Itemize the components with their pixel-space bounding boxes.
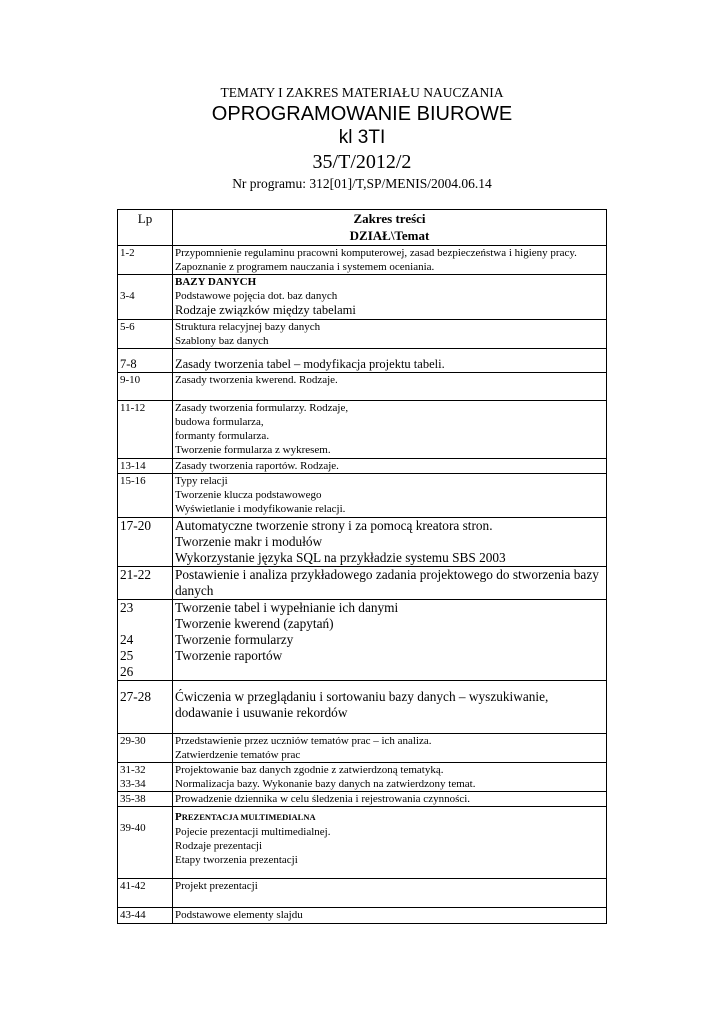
row-lp: 21-22 (118, 567, 173, 600)
table-row (118, 518, 607, 567)
row-topic: Automatyczne tworzenie strony i za pomocą kreatora stron. Tworzenie makr i modułów Wykorzystanie języka SQL na przykładzie systemu SBS 2003 (173, 518, 607, 567)
table-row (118, 807, 607, 879)
table-header-row (118, 210, 607, 246)
header-subject-line: TEMATY I ZAKRES MATERIAŁU NAUCZANIA (220, 85, 504, 100)
column-header-topic (173, 210, 607, 246)
column-title: Zakres treści (353, 211, 426, 226)
row-topic: Zasady tworzenia formularzy. Rodzaje, budowa formularza, formanty formularza. Tworzenie formularza z wykresem. (173, 401, 607, 459)
table-row (118, 320, 607, 349)
table-row (118, 349, 607, 373)
table-row (118, 879, 607, 908)
program-number: Nr programu: 312[01]/T,SP/MENIS/2004.06.14 (232, 176, 492, 191)
row-topic: Typy relacji Tworzenie klucza podstawowego Wyświetlanie i modyfikowanie relacji. (173, 474, 607, 518)
row-topic: Przypomnienie regulaminu pracowni komputerowej, zasad bezpieczeństwa i higieny pracy. Zapoznanie z programem nauczania i systemem oceniania. (173, 246, 607, 275)
topics-table (117, 209, 607, 924)
row-lp: 35-38 (118, 792, 173, 807)
row-topic: Projektowanie baz danych zgodnie z zatwierdzoną tematyką. Normalizacja bazy. Wykonanie bazy danych na zatwierdzony temat. (173, 763, 607, 792)
table-row (118, 600, 607, 681)
row-lp: 3-4 (118, 275, 173, 320)
row-topic: Zasady tworzenia kwerend. Rodzaje. (173, 373, 607, 401)
table-row (118, 373, 607, 401)
row-topic: Ćwiczenia w przeglądaniu i sortowaniu bazy danych – wyszukiwanie, dodawanie i usuwanie rekordów (173, 681, 607, 734)
table-row (118, 734, 607, 763)
table-row (118, 567, 607, 600)
table-row (118, 474, 607, 518)
section-heading: PREZENTACJA MULTIMEDIALNA (175, 811, 316, 823)
section-heading: BAZY DANYCH (175, 276, 257, 288)
row-topic: Struktura relacyjnej bazy danych Szablony baz danych (173, 320, 607, 349)
document-header (0, 84, 724, 193)
row-lp: 15-16 (118, 474, 173, 518)
row-lp: 43-44 (118, 908, 173, 924)
row-topic: PREZENTACJA MULTIMEDIALNA Pojecie prezentacji multimedialnej. Rodzaje prezentacji Etapy tworzenia prezentacji (173, 807, 607, 879)
row-topic: Tworzenie tabel i wypełnianie ich danymi Tworzenie kwerend (zapytań) Tworzenie formularzy Tworzenie raportów (173, 600, 607, 681)
row-topic: Przedstawienie przez uczniów tematów prac – ich analiza. Zatwierdzenie tematów prac (173, 734, 607, 763)
course-title: OPROGRAMOWANIE BIUROWE (211, 103, 513, 125)
row-lp: 7-8 (118, 349, 173, 373)
row-lp: 41-42 (118, 879, 173, 908)
table-row (118, 459, 607, 474)
row-lp: 17-20 (118, 518, 173, 567)
table-row (118, 275, 607, 320)
row-lp: 29-30 (118, 734, 173, 763)
row-topic: Postawienie i analiza przykładowego zadania projektowego do stworzenia bazy danych (173, 567, 607, 600)
row-lp: 1-2 (118, 246, 173, 275)
table-row (118, 246, 607, 275)
row-topic: Projekt prezentacji (173, 879, 607, 908)
table-row (118, 401, 607, 459)
plan-code: 35/T/2012/2 (312, 151, 412, 173)
row-topic: Zasady tworzenia tabel – modyfikacja projektu tabeli. (173, 349, 607, 373)
class-label: kl 3TI (338, 127, 386, 148)
row-lp: 9-10 (118, 373, 173, 401)
row-lp: 27-28 (118, 681, 173, 734)
row-topic: Prowadzenie dziennika w celu śledzenia i rejestrowania czynności. (173, 792, 607, 807)
row-lp: 13-14 (118, 459, 173, 474)
column-header-lp: Lp (118, 210, 173, 246)
table-row (118, 908, 607, 924)
row-lp: 23 24 25 26 (118, 600, 173, 681)
row-lp: 31-32 33-34 (118, 763, 173, 792)
column-subtitle: DZIAŁ\Temat (349, 228, 430, 243)
row-topic: Podstawowe elementy slajdu (173, 908, 607, 924)
row-lp: 5-6 (118, 320, 173, 349)
table-row (118, 792, 607, 807)
row-lp: 11-12 (118, 401, 173, 459)
row-topic: BAZY DANYCH Podstawowe pojęcia dot. baz danych Rodzaje związków między tabelami (173, 275, 607, 320)
row-lp: 39-40 (118, 807, 173, 879)
row-topic: Zasady tworzenia raportów. Rodzaje. (173, 459, 607, 474)
table-row (118, 681, 607, 734)
table-row (118, 763, 607, 792)
